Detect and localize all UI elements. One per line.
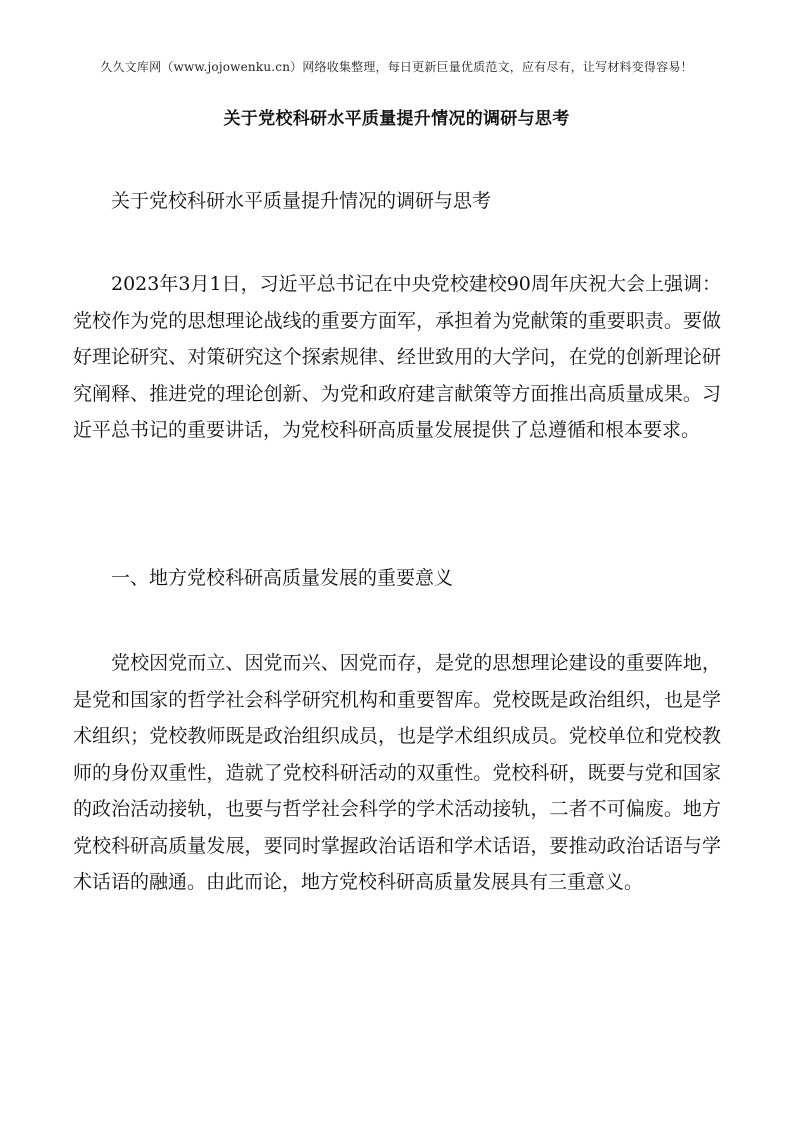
paragraph-1-text: 2023年3月1日，习近平总书记在中央党校建校90周年庆祝大会上强调：党校作为党的思想理论战线的重要方面军，承担着为党献策的重要职责。要做好理论研究、对策研究这个探索规律、经世致用的大学问，在党的创新理论研究阐释、推进党的理论创新、为党和政府建言献策等方面推出高质量成果。习近平总书记的重要讲话，为党校科研高质量发展提供了总遵循和根本要求。 [73,273,721,441]
paragraph-2 [73,645,721,901]
subtitle-text: 关于党校科研水平质量提升情况的调研与思考 [111,190,492,212]
section-heading-1 [73,560,721,597]
paragraph-1 [73,266,721,449]
header-note: 久久文库网（www.jojowenku.cn）网络收集整理，每日更新巨量优质范文，应有尽有，让写材料变得容易！ [100,60,693,74]
paragraph-2-text: 党校因党而立、因党而兴、因党而存，是党的思想理论建设的重要阵地，是党和国家的哲学社会科学研究机构和重要智库。党校既是政治组织，也是学术组织；党校教师既是政治组织成员，也是学术组织成员。党校单位和党校教师的身份双重性，造就了党校科研活动的双重性。党校科研，既要与党和国家的政治活动接轨，也要与哲学社会科学的学术活动接轨，二者不可偏废。地方党校科研高质量发展，要同时掌握政治话语和学术话语，要推动政治话语与学术话语的融通。由此而论，地方党校科研高质量发展具有三重意义。 [73,652,721,893]
document-title: 关于党校科研水平质量提升情况的调研与思考 [223,109,570,129]
document-subtitle [73,183,721,220]
section-heading-1-text: 一、地方党校科研高质量发展的重要意义 [111,567,454,589]
